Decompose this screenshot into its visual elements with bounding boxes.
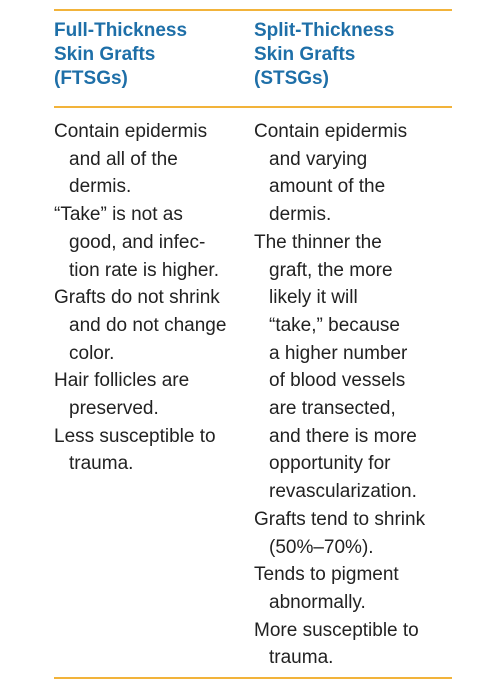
list-item: Tends to pigment abnormally. (254, 564, 399, 613)
list-item: Grafts do not shrink and do not change color. (54, 287, 227, 364)
list-item: Hair follicles are preserved. (54, 370, 190, 420)
list-item: Contain epidermis and all of the dermis. (54, 121, 208, 198)
header-divider-rule (54, 106, 452, 108)
list-item: Grafts tend to shrink (50%–70%). (254, 508, 426, 558)
table-top-rule (54, 9, 452, 11)
ftsg-column (54, 118, 250, 478)
list-item: Less susceptible to trauma. (54, 425, 216, 475)
list-item: More susceptible to trauma. (254, 619, 419, 669)
stsg-column (254, 118, 454, 672)
list-item: “Take” is not as good, and infec- tion rate is higher. (54, 204, 219, 281)
column-header-ftsg: Full-Thickness Skin Grafts (FTSGs) (54, 20, 188, 89)
list-item: The thinner the graft, the more likely it will “take,” because a higher number of blood vessels are transected, and there is more opportunity for revascularization. (254, 231, 417, 503)
table-bottom-rule (54, 677, 452, 679)
column-header-stsg: Split-Thickness Skin Grafts (STSGs) (254, 20, 395, 89)
list-item: Contain epidermis and varying amount of the dermis. (254, 121, 408, 226)
